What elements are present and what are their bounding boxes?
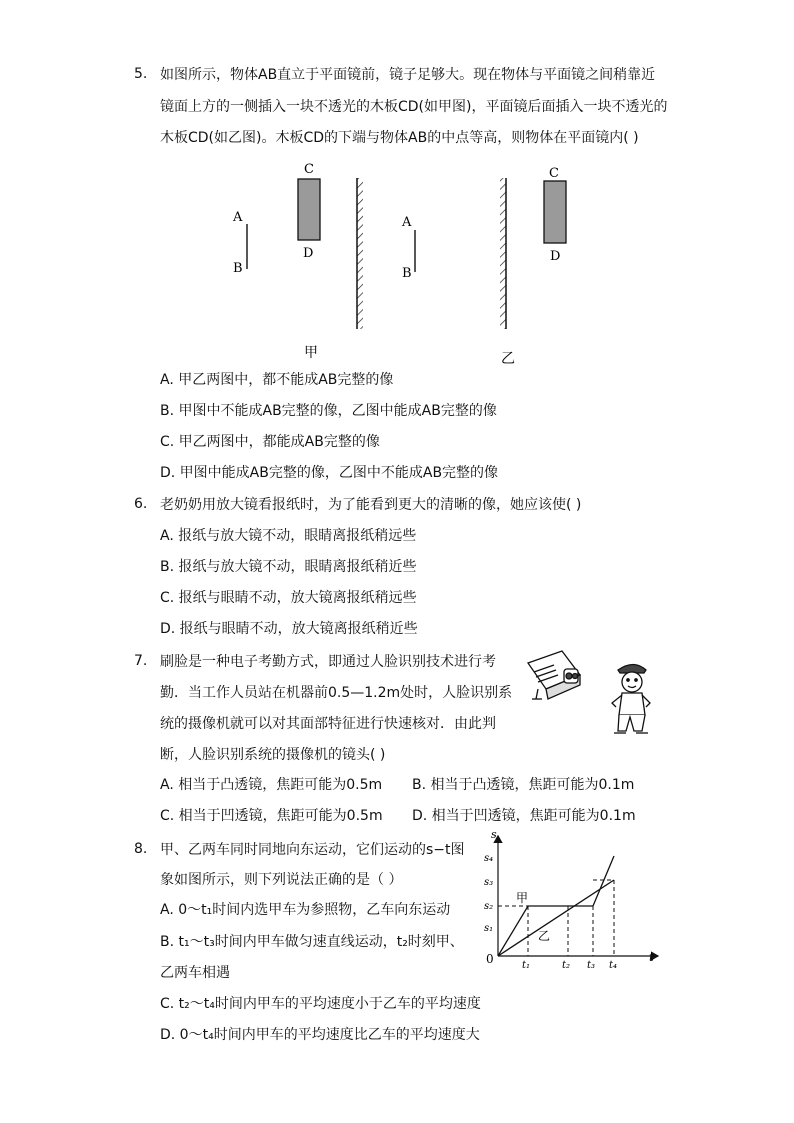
- jia-point-a: A: [233, 210, 243, 225]
- q8-option-b-line-1: B. t₁～t₃时间内甲车做匀速直线运动，t₂时刻甲、: [160, 934, 464, 950]
- origin-label: 0: [486, 952, 494, 966]
- jia-point-b: B: [233, 261, 243, 276]
- jia-board-cd: [298, 179, 320, 240]
- camera-icon: [528, 651, 580, 699]
- jia-line-label: 甲: [516, 891, 529, 905]
- jia-mirror-hatch: [357, 178, 363, 329]
- t-axis-label: t: [649, 950, 654, 964]
- yi-point-a: A: [402, 215, 412, 230]
- yi-point-b: B: [402, 266, 412, 281]
- q7-number: 7.: [134, 653, 148, 669]
- q8-stem-line-2: 象如图所示，则下列说法正确的是（ ）: [160, 872, 403, 888]
- q5-stem-line-3: 木板CD(如乙图)。木板CD的下端与物体AB的中点等高，则物体在平面镜内( ): [160, 130, 639, 146]
- q8-option-a: A. 0～t₁时间内选甲车为参照物，乙车向东运动: [160, 902, 451, 918]
- q6-option-d: D. 报纸与眼睛不动，放大镜离报纸稍近些: [160, 621, 418, 637]
- s-tick-2: s₂: [484, 901, 494, 912]
- q5-option-b: B. 甲图中不能成AB完整的像，乙图中能成AB完整的像: [160, 403, 497, 419]
- t-tick-2: t₂: [562, 960, 571, 971]
- yi-board-figure: [540, 160, 580, 270]
- q5-option-c: C. 甲乙两图中，都能成AB完整的像: [160, 434, 380, 450]
- jia-caption: 甲: [304, 345, 318, 361]
- s-tick-1: s₁: [484, 923, 494, 934]
- q7-stem-line-2: 勤．当工作人员站在机器前0.5—1.2m处时，人脸识别系: [160, 685, 513, 701]
- q6-option-b: B. 报纸与放大镜不动，眼睛离报纸稍近些: [160, 559, 417, 575]
- q6-number: 6.: [134, 496, 148, 512]
- q7-stem-line-4: 断，人脸识别系统的摄像机的镜头( ): [160, 747, 386, 763]
- q5-mirror-figure: [220, 155, 559, 370]
- yi-mirror-hatch: [500, 178, 506, 329]
- s-axis-label: s: [491, 828, 497, 841]
- q7-option-d: D. 相当于凹透镜，焦距可能为0.1m: [412, 808, 636, 824]
- q7-option-a: A. 相当于凸透镜，焦距可能为0.5m: [160, 777, 383, 793]
- face-recognition-illustration: [518, 645, 668, 745]
- t-tick-3: t₃: [587, 960, 596, 971]
- q8-option-d: D. 0～t₄时间内甲车的平均速度比乙车的平均速度大: [160, 1027, 480, 1043]
- t-tick-4: t₄: [609, 960, 618, 971]
- q8-number: 8.: [134, 841, 148, 857]
- q6-option-c: C. 报纸与眼睛不动，放大镜离报纸稍远些: [160, 590, 417, 606]
- yi-board-cd: [544, 181, 566, 243]
- q6-option-a: A. 报纸与放大镜不动，眼睛离报纸稍远些: [160, 528, 417, 544]
- q6-stem: 老奶奶用放大镜看报纸时，为了能看到更大的清晰的像，她应该使( ): [160, 497, 582, 513]
- q5-number: 5.: [134, 66, 148, 82]
- yi-point-c: C: [549, 166, 559, 181]
- s-tick-3: s₃: [484, 877, 494, 888]
- q5-option-d: D. 甲图中能成AB完整的像，乙图中不能成AB完整的像: [160, 465, 499, 481]
- q8-st-graph: [478, 828, 668, 970]
- t-tick-1: t₁: [522, 960, 531, 971]
- q5-stem-line-1: 如图所示，物体AB直立于平面镜前，镜子足够大。现在物体与平面镜之间稍靠近: [160, 67, 656, 83]
- jia-point-c: C: [304, 162, 314, 177]
- q8-option-b-line-2: 乙两车相遇: [160, 965, 230, 981]
- q7-option-c: C. 相当于凹透镜，焦距可能为0.5m: [160, 808, 383, 824]
- yi-point-d: D: [550, 249, 561, 264]
- q7-stem-line-3: 统的摄像机就可以对其面部特征进行快速核对．由此判: [160, 716, 496, 732]
- q7-option-b: B. 相当于凸透镜，焦距可能为0.1m: [412, 777, 635, 793]
- person-icon: [612, 665, 650, 734]
- q7-stem-line-1: 刷脸是一种电子考勤方式，即通过人脸识别技术进行考: [160, 654, 496, 670]
- yi-line-label: 乙: [538, 929, 551, 943]
- q5-stem-line-2: 镜面上方的一侧插入一块不透光的木板CD(如甲图)，平面镜后面插入一块不透光的: [160, 99, 668, 115]
- jia-point-d: D: [303, 246, 314, 261]
- q5-option-a: A. 甲乙两图中，都不能成AB完整的像: [160, 372, 394, 388]
- s-tick-4: s₄: [484, 853, 494, 864]
- q8-stem-line-1: 甲、乙两车同时同地向东运动，它们运动的s−t图: [160, 842, 465, 858]
- yi-caption: 乙: [501, 351, 515, 367]
- q8-option-c: C. t₂～t₄时间内甲车的平均速度小于乙车的平均速度: [160, 996, 481, 1012]
